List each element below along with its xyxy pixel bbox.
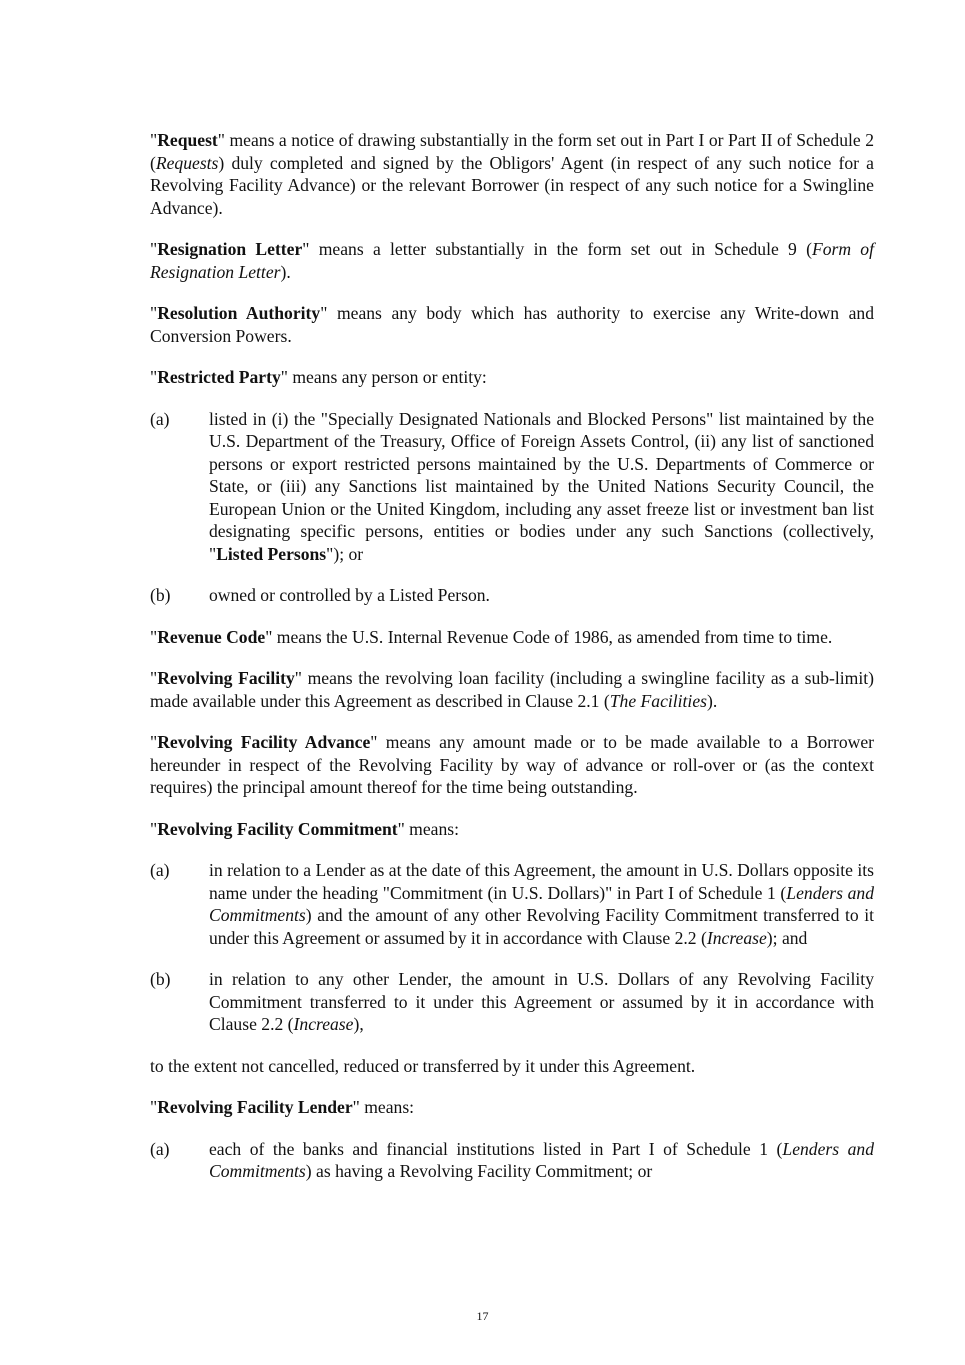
definition-request: "Request" means a notice of drawing substantially in the form set out in Part I or Part II of Schedule 2 (Requests) duly completed and signed by the Obligors' Agent (in respect of any such notice for a Revolving Facility Advance) or the relevant Borrower (in respect of any such notice for a Swingline Advance).: [150, 130, 874, 218]
defined-term: Resignation Letter: [157, 239, 303, 259]
cross-reference: Increase: [293, 1014, 354, 1034]
definition-restricted-party: "Restricted Party" means any person or entity:: [150, 367, 487, 387]
item-text: in relation to any other Lender, the amount in U.S. Dollars of any Revolving Facility Commitment transferred to it under this Agreement or assumed by it in accordance with Clause 2.2 (Increase),: [209, 969, 874, 1034]
definition-revolving-facility-advance: "Revolving Facility Advance" means any amount made or to be made available to a Borrower hereunder in respect of the Revolving Facility by way of advance or roll-over or (as the context requires) the principal amount thereof for the time being outstanding.: [150, 732, 875, 797]
list-item: [150, 1138, 874, 1183]
definition-revolving-facility-lender: "Revolving Facility Lender" means:: [150, 1097, 415, 1117]
cross-reference: The Facilities: [609, 690, 707, 711]
defined-term: Revolving Facility: [157, 668, 295, 688]
defined-term: Revolving Facility Commitment: [157, 818, 398, 839]
definition-revolving-facility: "Revolving Facility" means the revolving loan facility (including a swingline facility as a sub-limit) made available under this Agreement as described in Clause 2.1 (The Facilities).: [150, 668, 874, 711]
item-text: owned or controlled by a Listed Person.: [209, 585, 490, 605]
definition-tail-text: to the extent not cancelled, reduced or transferred by it under this Agreement.: [150, 1055, 696, 1076]
definition-resolution-authority: "Resolution Authority" means any body which has authority to exercise any Write-down and Conversion Powers.: [150, 303, 875, 346]
item-text: listed in (i) the "Specially Designated Nationals and Blocked Persons" list maintained by the U.S. Department of the Treasury, Office of Foreign Assets Control, (ii) any list of sanctioned persons or export restricted persons maintained by the U.S. Departments of Commerce or State, or (iii) any Sanctions list maintained by the United Nations Security Council, the European Union or the United Kingdom, including any asset freeze list or investment ban list designating specific persons, entities or bodies under any such Sanctions (collectively, "Listed Persons"); or: [209, 408, 874, 564]
cross-reference: Form of Resignation Letter: [150, 239, 874, 282]
cross-reference: Increase: [706, 927, 767, 948]
item-label: (a): [150, 1138, 170, 1159]
defined-term: Resolution Authority: [157, 303, 321, 323]
list-item: [150, 859, 874, 949]
definition-revolving-facility-commitment: "Revolving Facility Commitment" means:: [150, 818, 460, 839]
page-content: [150, 129, 874, 1202]
cross-reference: Lenders and Commitments: [209, 882, 874, 925]
defined-term: Revolving Facility Lender: [157, 1097, 353, 1117]
defined-term: Request: [157, 130, 218, 150]
defined-term: Revolving Facility Advance: [157, 732, 371, 752]
item-label: (a): [150, 860, 170, 880]
item-label: (b): [150, 585, 171, 605]
list-item: [150, 408, 874, 566]
item-text: in relation to a Lender as at the date of this Agreement, the amount in U.S. Dollars opposite its name under the heading "Commitment (in U.S. Dollars)" in Part I of Schedule 1 (Lenders and Commitments) and the amount of any other Revolving Facility Commitment transferred to it under this Agreement or assumed by it in accordance with Clause 2.2 (Increase); and: [209, 860, 874, 948]
item-label: (b): [150, 969, 171, 989]
list-item: [150, 968, 874, 1036]
list-item: [150, 584, 874, 607]
defined-term: Restricted Party: [157, 367, 281, 387]
definition-revenue-code: "Revenue Code" means the U.S. Internal Revenue Code of 1986, as amended from time to time.: [150, 626, 833, 647]
item-text: each of the banks and financial institutions listed in Part I of Schedule 1 (Lenders and Commitments) as having a Revolving Facility Commitment; or: [209, 1138, 874, 1181]
cross-reference: Lenders and Commitments: [209, 1138, 874, 1181]
defined-term: Revenue Code: [157, 626, 266, 647]
definition-resignation-letter: "Resignation Letter" means a letter substantially in the form set out in Schedule 9 (Form of Resignation Letter).: [150, 239, 874, 282]
item-label: (a): [150, 408, 170, 429]
page-number: 17: [476, 1309, 489, 1323]
defined-term: Listed Persons: [216, 543, 327, 564]
cross-reference: Requests: [155, 152, 219, 173]
